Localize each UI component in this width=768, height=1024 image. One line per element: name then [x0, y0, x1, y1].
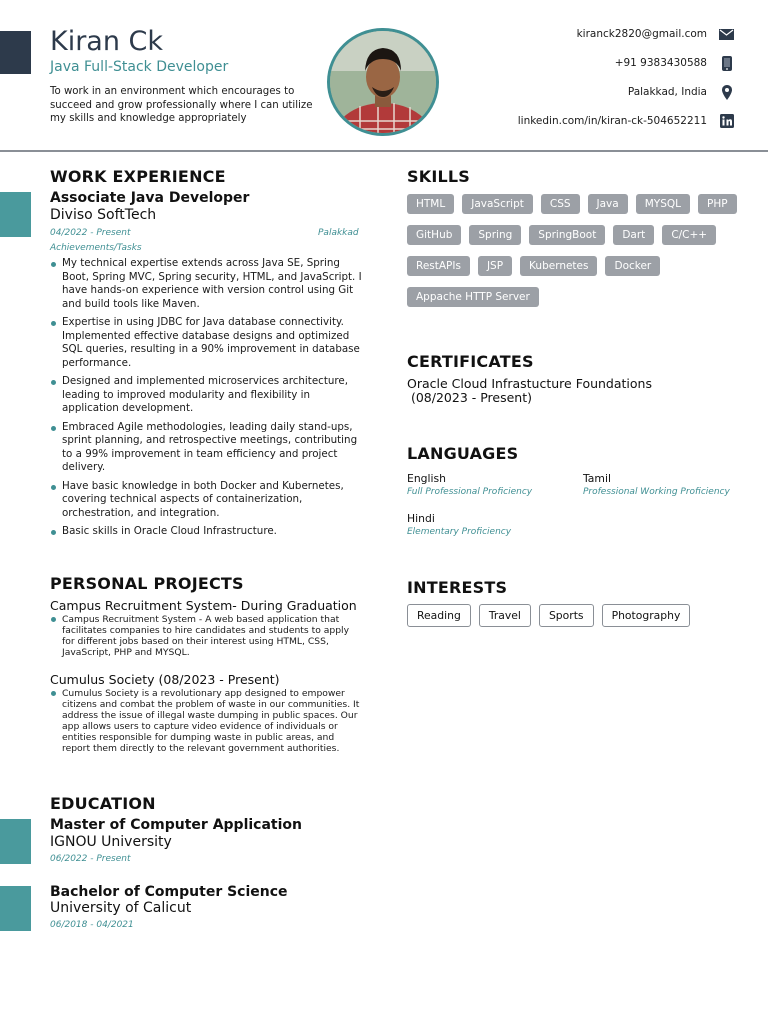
education-dates: 06/2022 - Present — [50, 854, 131, 864]
section-title-languages: LANGUAGES — [407, 444, 519, 463]
skill-tag: JavaScript — [462, 194, 533, 214]
language-level: Full Professional Proficiency — [407, 487, 533, 497]
education-dates: 06/2018 - 04/2021 — [50, 920, 134, 930]
candidate-role: Java Full-Stack Developer — [50, 59, 229, 75]
contact-phone[interactable] — [615, 55, 734, 71]
section-title-work: WORK EXPERIENCE — [50, 167, 226, 186]
section-title-interests: INTERESTS — [407, 578, 508, 597]
linkedin-icon — [719, 114, 734, 129]
contact-email[interactable] — [577, 26, 734, 42]
profile-photo — [327, 28, 439, 136]
language-tamil — [583, 472, 730, 497]
skill-tag: PHP — [698, 194, 737, 214]
interest-tag: Travel — [479, 604, 531, 627]
education-school: University of Calicut — [50, 900, 192, 916]
career-objective: To work in an environment which encourages to succeed and grow professionally where I can utilize my skills and knowledge appropriately — [50, 86, 313, 124]
skill-tag: Appache HTTP Server — [407, 287, 539, 307]
skill-tag: JSP — [478, 256, 512, 276]
list-item: Expertise in using JDBC for Java database connectivity. Implemented effective database designs and optimized SQL queries, resulting in a 90% improvement in database performance. — [50, 316, 362, 370]
profile-photo-illustration — [330, 31, 436, 133]
list-item: My technical expertise extends across Java SE, Spring Boot, Spring MVC, Spring security, HTML, and JavaScript. I have hands-on experience with version control using Git and build tools like Maven. — [50, 257, 362, 311]
job-location: Palakkad — [318, 228, 359, 238]
section-title-education: EDUCATION — [50, 794, 156, 813]
envelope-icon — [719, 27, 734, 42]
certificate-name: Oracle Cloud Infrastucture Foundations — [407, 376, 652, 391]
contact-linkedin[interactable] — [518, 113, 734, 129]
project-description-list — [50, 688, 362, 754]
phone-icon — [719, 56, 734, 71]
project-title: Campus Recruitment System- During Graduation — [50, 598, 357, 613]
skill-tag: Spring — [469, 225, 521, 245]
skill-tag: CSS — [541, 194, 580, 214]
header-divider — [0, 150, 768, 152]
skill-tag: Dart — [613, 225, 654, 245]
project-title: Cumulus Society (08/2023 - Present) — [50, 672, 280, 687]
list-item: Cumulus Society is a revolutionary app designed to empower citizens and combat the problem of waste in our communities. It address the issue of illegal waste dumping in public spaces. Our app allows users to capture video evidence of individuals or entities responsible for dumping waste in public areas, and report them directly to the relevant government authorities. — [50, 688, 362, 754]
job-title: Associate Java Developer — [50, 190, 250, 206]
contact-linkedin-text[interactable]: linkedin.com/in/kiran-ck-504652211 — [517, 115, 707, 127]
language-name: Hindi — [407, 512, 435, 525]
location-pin-icon — [719, 85, 734, 100]
section-title-projects: PERSONAL PROJECTS — [50, 574, 244, 593]
job-subhead: Achievements/Tasks — [50, 243, 142, 253]
education-degree: Master of Computer Application — [50, 817, 302, 833]
job-achievements-list — [50, 257, 362, 544]
skill-tag: Java — [588, 194, 628, 214]
list-item: Have basic knowledge in both Docker and Kubernetes, covering technical aspects of containerization, orchestration, and integration. — [50, 480, 362, 521]
education-accent-bar — [0, 819, 31, 864]
skill-tag: MYSQL — [636, 194, 690, 214]
language-level: Elementary Proficiency — [407, 527, 512, 537]
interest-tag: Photography — [602, 604, 691, 627]
section-title-skills: SKILLS — [407, 167, 470, 186]
certificate-date: (08/2023 - Present) — [407, 390, 533, 405]
section-title-certificates: CERTIFICATES — [407, 352, 534, 371]
list-item: Designed and implemented microservices architecture, leading to improved modularity and flexibility in application development. — [50, 375, 362, 416]
project-description-list — [50, 614, 362, 658]
list-item: Embraced Agile methodologies, leading daily stand-ups, sprint planning, and retrospective meetings, contributing to a 99% improvement in team efficiency and project delivery. — [50, 421, 362, 475]
job-company: Diviso SoftTech — [50, 207, 157, 223]
education-accent-bar — [0, 886, 31, 931]
candidate-name: Kiran Ck — [50, 26, 164, 57]
interest-tag: Sports — [539, 604, 594, 627]
contact-location — [628, 84, 734, 100]
education-school: IGNOU University — [50, 834, 172, 850]
language-name: English — [407, 472, 446, 485]
skill-tag: SpringBoot — [529, 225, 605, 245]
list-item: Basic skills in Oracle Cloud Infrastructure. — [50, 525, 362, 539]
contact-email-text[interactable]: kiranck2820@gmail.com — [576, 28, 707, 40]
skill-tag: Kubernetes — [520, 256, 597, 276]
language-hindi — [407, 512, 511, 537]
skill-tag: Docker — [605, 256, 660, 276]
language-name: Tamil — [583, 472, 611, 485]
skill-tag: HTML — [407, 194, 454, 214]
skills-list — [407, 194, 742, 307]
language-level: Professional Working Proficiency — [583, 487, 730, 497]
interest-tag: Reading — [407, 604, 471, 627]
job-accent-bar — [0, 192, 31, 237]
contact-phone-text[interactable]: +91 9383430588 — [614, 57, 707, 69]
language-english — [407, 472, 532, 497]
skill-tag: C/C++ — [662, 225, 716, 245]
skill-tag: GitHub — [407, 225, 461, 245]
interests-list — [407, 604, 690, 627]
job-dates: 04/2022 - Present — [50, 228, 131, 238]
education-degree: Bachelor of Computer Science — [50, 884, 288, 900]
skill-tag: RestAPIs — [407, 256, 470, 276]
list-item: Campus Recruitment System - A web based application that facilitates companies to hire candidates and students to apply for different jobs based on their interest using HTML, CSS, JavaScript, PHP and MYSQL. — [50, 614, 362, 658]
header-accent-bar — [0, 31, 31, 74]
contact-location-text: Palakkad, India — [627, 86, 707, 98]
